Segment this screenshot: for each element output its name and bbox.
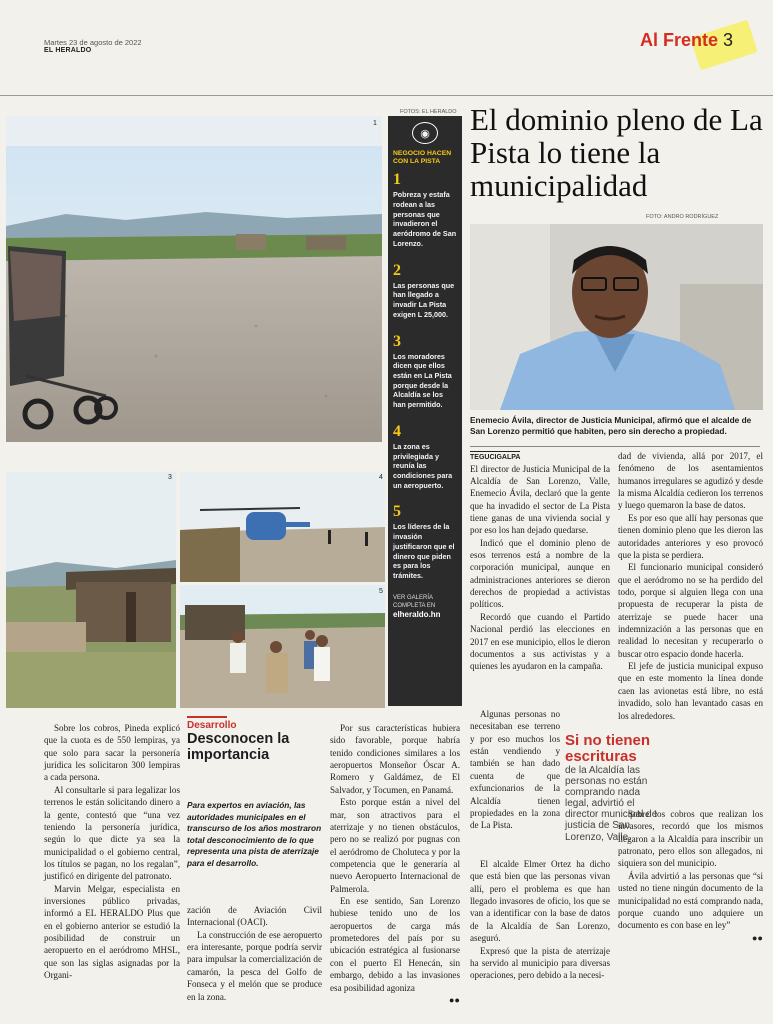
photo-credit: FOTO: ANDRO RODRÍGUEZ <box>646 214 719 220</box>
gallery-link[interactable] <box>393 595 457 621</box>
sidebar-item <box>393 504 457 580</box>
gallery-label: VER GALERÍA COMPLETA EN <box>393 594 436 609</box>
article-column-1c <box>470 858 610 982</box>
paragraph: Algunas personas no necesitaban ese terreno y por eso muchos los están vendiendo y también se han dado cuenta de que exfuncionarios de la Alcaldía tienen propiedades en la zona de La Pista. <box>470 709 560 831</box>
photo-number: 3 <box>168 474 172 481</box>
issue-date: Martes 23 de agosto de 2022 <box>44 38 142 47</box>
pull-quote-title: Si no tienen escrituras <box>565 732 651 765</box>
sub-kicker: Desarrollo <box>187 720 237 731</box>
sidebar-text: Las personas que han llegado a invadir La Pista exigen L 25,000. <box>393 280 455 319</box>
dateline: TEGUCIGALPA <box>470 451 520 463</box>
photo-number: 1 <box>373 120 377 127</box>
article-column-2b <box>618 808 763 944</box>
paragraph: El funcionario municipal consideró que el aeródromo no se ha perdido del todo, porque si alguien llega con una propuesta de recuperar la pista de aterrizaje se puede hacer una indemnización a las personas que en realidad lo necesitan y recuperarlo o buscar otro espacio donde hacerla. <box>618 562 763 659</box>
sidebar-item <box>393 334 457 410</box>
end-mark: ●● <box>752 932 763 943</box>
photo-credit: FOTOS: EL HERALDO <box>400 109 457 115</box>
header-rule <box>0 95 773 96</box>
paragraph: Por sus características hubiera sido favorable, porque habría tenido condiciones similares a los aeropuertos Monseñor Óscar A. Romero y Galdámez, de El Salvador, y Tocumen, en Panamá. <box>330 723 460 795</box>
sidebar-list <box>388 116 462 706</box>
sidebar-number: 3 <box>393 332 401 350</box>
paragraph: El jefe de justicia municipal expuso que en este momento la línea donde caen las avionetas está libre, no está invadido, solo han levantado casas en los alrededores. <box>618 661 763 721</box>
sidebar-number: 4 <box>393 422 401 440</box>
paragraph: El alcalde Elmer Ortez ha dicho que está bien que las personas vivan allí, pero el problema es que han llegado invasores de oficio, los que se van a identificar con la base de datos de la Alcaldía de San Lorenzo, aseguró. <box>470 859 610 944</box>
section-label <box>640 30 733 51</box>
divider <box>470 446 760 447</box>
sidebar-text: Los líderes de la invasión justificaron que el dinero que piden es para los trámites. <box>393 522 455 580</box>
kicker-rule <box>187 716 227 718</box>
sidebar-item <box>393 424 457 491</box>
paragraph: Esto porque están a nivel del mar, son atractivos para el aterrizaje y no tienen obstáculos, pero no se realizó por pugnas con el aeródromo de Choluteca y por la competencia que le generaría al nuevo Aeropuerto Internacional de Palmerola. <box>330 797 460 894</box>
paragraph: Ávila advirtió a las personas que “si usted no tiene ningún documento de la municipalidad no está comprando nada, porque cuando uno adquiere un documento es con base en ley” <box>618 870 763 931</box>
paragraph: Indicó que el dominio pleno de esos terrenos está a nombre de la corporación municipal, aunque en administraciones anteriores se dieron derechos de propiedad a activistas políticos. <box>470 537 610 610</box>
sidebar-number: 2 <box>393 261 401 279</box>
paragraph: Es por eso que allí hay personas que tienen dominio pleno que les dieron las autoridades anteriores y eso provocó que la pista se perdiera. <box>618 512 763 560</box>
sub-lead: Para expertos en aviación, las autoridades municipales en el transcurso de los años mostraron total desconocimiento de lo que representa una pista de aterrizaje para el desarrollo. <box>187 800 322 869</box>
paragraph: En ese sentido, San Lorenzo hubiese tenido uno de los aeropuertos de carga más prometedores del país por su ubicación estratégica al fusionarse con el puerto El Henecán, sin embargo, debido a las invasiones esa posibilidad agoniza <box>330 896 460 993</box>
sidebar-heading: NEGOCIO HACEN CON LA PISTA <box>393 150 452 166</box>
paragraph: Al consultarle si para legalizar los terrenos le están solicitando dinero a la gente, contestó que “una vez teniendo la personería jurídica, según lo que dicte ya sea la municipalidad o el gobierno central, los títulos se pagan, no los regalan”, justificó en dirigente del patronato. <box>44 784 180 882</box>
paragraph: Expresó que la pista de aterrizaje ha servido al municipio para diversas operaciones, pero debido a la necesi- <box>470 945 610 981</box>
photo-residents <box>180 585 385 708</box>
article-column-1 <box>470 450 610 673</box>
photo-helicopter <box>180 472 385 582</box>
paragraph: Recordó que cuando el Partido Nacional perdió las elecciones en 2017 en ese municipio, ellos le dieron documentos a sus activistas y a quienes les ayudaron en la campaña. <box>470 611 610 672</box>
photo-number: 5 <box>379 588 383 595</box>
paper-name: EL HERALDO <box>44 47 92 54</box>
portrait-photo <box>470 224 763 410</box>
article-column-2 <box>618 450 763 722</box>
paragraph: Marvin Melgar, especialista en inversiones público privadas, informó a EL HERALDO Plus que en el gobierno anterior se estudió la posibilidad de construir un aeropuerto en el aeródromo MHSL, que son las siglas asignadas por la Organi- <box>44 883 180 981</box>
left-column <box>44 722 180 982</box>
paragraph: La construcción de ese aeropuerto era interesante, porque podría servir para impulsar la comercialización de camarón, la pesca del Golfo de Fonseca y el melón que se produce en la zona. <box>187 929 322 1002</box>
sub-article-header <box>187 716 317 763</box>
sub-title: Desconocen la importancia <box>187 731 290 764</box>
camera-icon: ◉ <box>412 122 438 144</box>
pull-quote-body: de la Alcaldía las personas no están comprando nada legal, advirtió el director municipal de justicia de San Lorenzo, Valle. <box>565 764 658 843</box>
end-mark: ●● <box>449 994 460 1005</box>
sidebar-number: 1 <box>393 171 401 189</box>
sidebar-text: Los moradores dicen que ellos están en La Pista porque desde la Alcaldía se los han permitido. <box>393 351 452 410</box>
paragraph: Sobre los cobros, Pineda explicó que la cuota es de 550 lempiras, ya que solo para sacar la personería jurídica les solicitaron 300 lempiras a cada persona. <box>44 723 180 783</box>
sub-column-1 <box>187 904 322 1003</box>
paragraph: El director de Justicia Municipal de la Alcaldía de San Lorenzo, Valle, Enemecio Ávila, declaró que la gente que ha invadido el sector de La Pista tiene ganas de una vivienda social y por eso los han dejado quedarse. <box>470 463 610 536</box>
sidebar-text: La zona es privilegiada y reunía las condiciones para un aeropuerto. <box>393 441 453 490</box>
main-photo-road <box>6 116 382 442</box>
sidebar-item <box>393 172 457 248</box>
photo-caption: Enemecio Ávila, director de Justicia Municipal, afirmó que el alcalde de San Lorenzo permitió que habiten, pero sin derecho a propiedad. <box>470 415 752 437</box>
paragraph: zación de Aviación Civil Internacional (OACI). <box>187 905 322 928</box>
sidebar-text: Pobreza y estafa rodean a las personas que invadieron el aeródromo de San Lorenzo. <box>393 190 457 248</box>
section-name: Al Frente <box>640 30 719 50</box>
article-column-1b <box>470 708 560 832</box>
article-title: El dominio pleno de La Pista lo tiene la municipalidad <box>470 102 763 203</box>
photo-village-huts <box>6 472 176 708</box>
paragraph: dad de vivienda, allá por 2017, el fenómeno de los asentamientos humanos irregulares se agudizó y desde la misma Alcaldía cedieron los terrenos y luego quemaron la base de datos. <box>618 451 763 511</box>
sidebar-number: 5 <box>393 503 401 521</box>
photo-number: 4 <box>379 474 383 481</box>
paragraph: Sobre los cobros que realizan los invasores, recordó que los mismos llegaron a la Alcaldía para inscribir un patronato, pero ellos son allegados, ni siquiera son del municipio. <box>618 809 763 869</box>
page-number: 3 <box>723 30 734 50</box>
sidebar-item <box>393 263 457 320</box>
sub-column-2 <box>330 722 460 1006</box>
gallery-site: elheraldo.hn <box>393 610 441 620</box>
